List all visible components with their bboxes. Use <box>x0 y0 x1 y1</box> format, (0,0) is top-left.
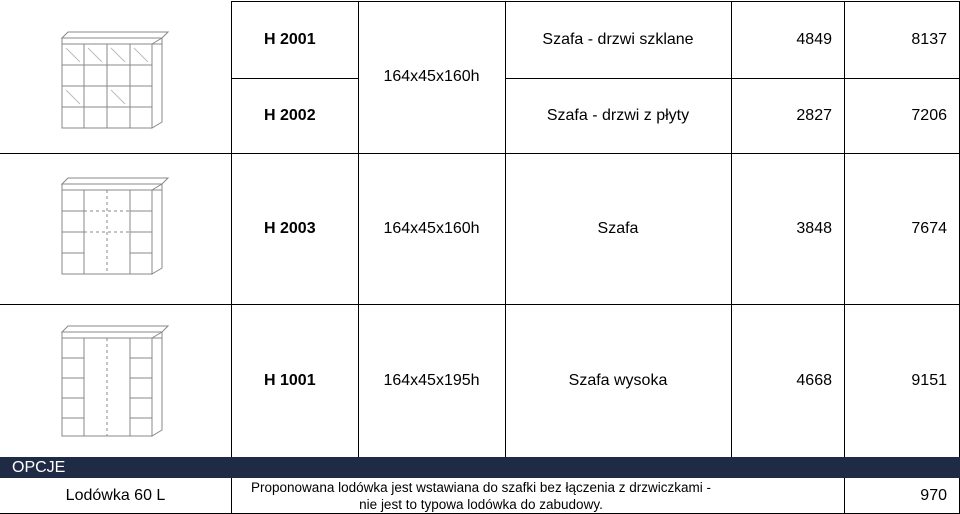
option-item: Lodówka 60 L <box>65 487 166 504</box>
row-price2: 7674 <box>911 219 947 237</box>
row-price2: 8137 <box>911 30 947 48</box>
row-dimensions: 164x45x160h <box>383 68 480 85</box>
col-divider <box>231 1 232 457</box>
option-note-line1: Proponowana lodówka jest wstawiana do szafki bez łączenia z drzwiczkami - <box>251 480 711 495</box>
row-price1: 2827 <box>796 106 832 124</box>
row-name: Szafa wysoka <box>568 371 668 389</box>
row-name: Szafa <box>597 219 639 237</box>
option-note <box>232 478 730 514</box>
row-code: H 1001 <box>264 371 316 389</box>
row-price1: 3848 <box>796 219 832 237</box>
row-dimensions: 164x45x160h <box>383 219 480 237</box>
row-code: H 2001 <box>264 30 316 48</box>
option-price: 970 <box>920 487 947 504</box>
wardrobe-glass-doors-image <box>58 28 170 132</box>
wardrobe-image <box>58 174 170 278</box>
option-note-line2: nie jest to typowa lodówka do zabudowy. <box>359 497 603 512</box>
options-header-bar <box>0 457 960 478</box>
row-price2: 9151 <box>911 371 947 389</box>
row-name: Szafa - drzwi z płyty <box>546 106 690 124</box>
row-code: H 2002 <box>264 106 316 124</box>
row-name: Szafa - drzwi szklane <box>542 30 694 48</box>
row-price1: 4668 <box>796 371 832 389</box>
row-dimensions: 164x45x195h <box>383 371 480 389</box>
tall-wardrobe-image <box>58 322 170 440</box>
row-price2: 7206 <box>911 106 947 124</box>
row-code: H 2003 <box>264 219 316 237</box>
options-title: OPCJE <box>12 459 66 476</box>
row-price1: 4849 <box>796 30 832 48</box>
